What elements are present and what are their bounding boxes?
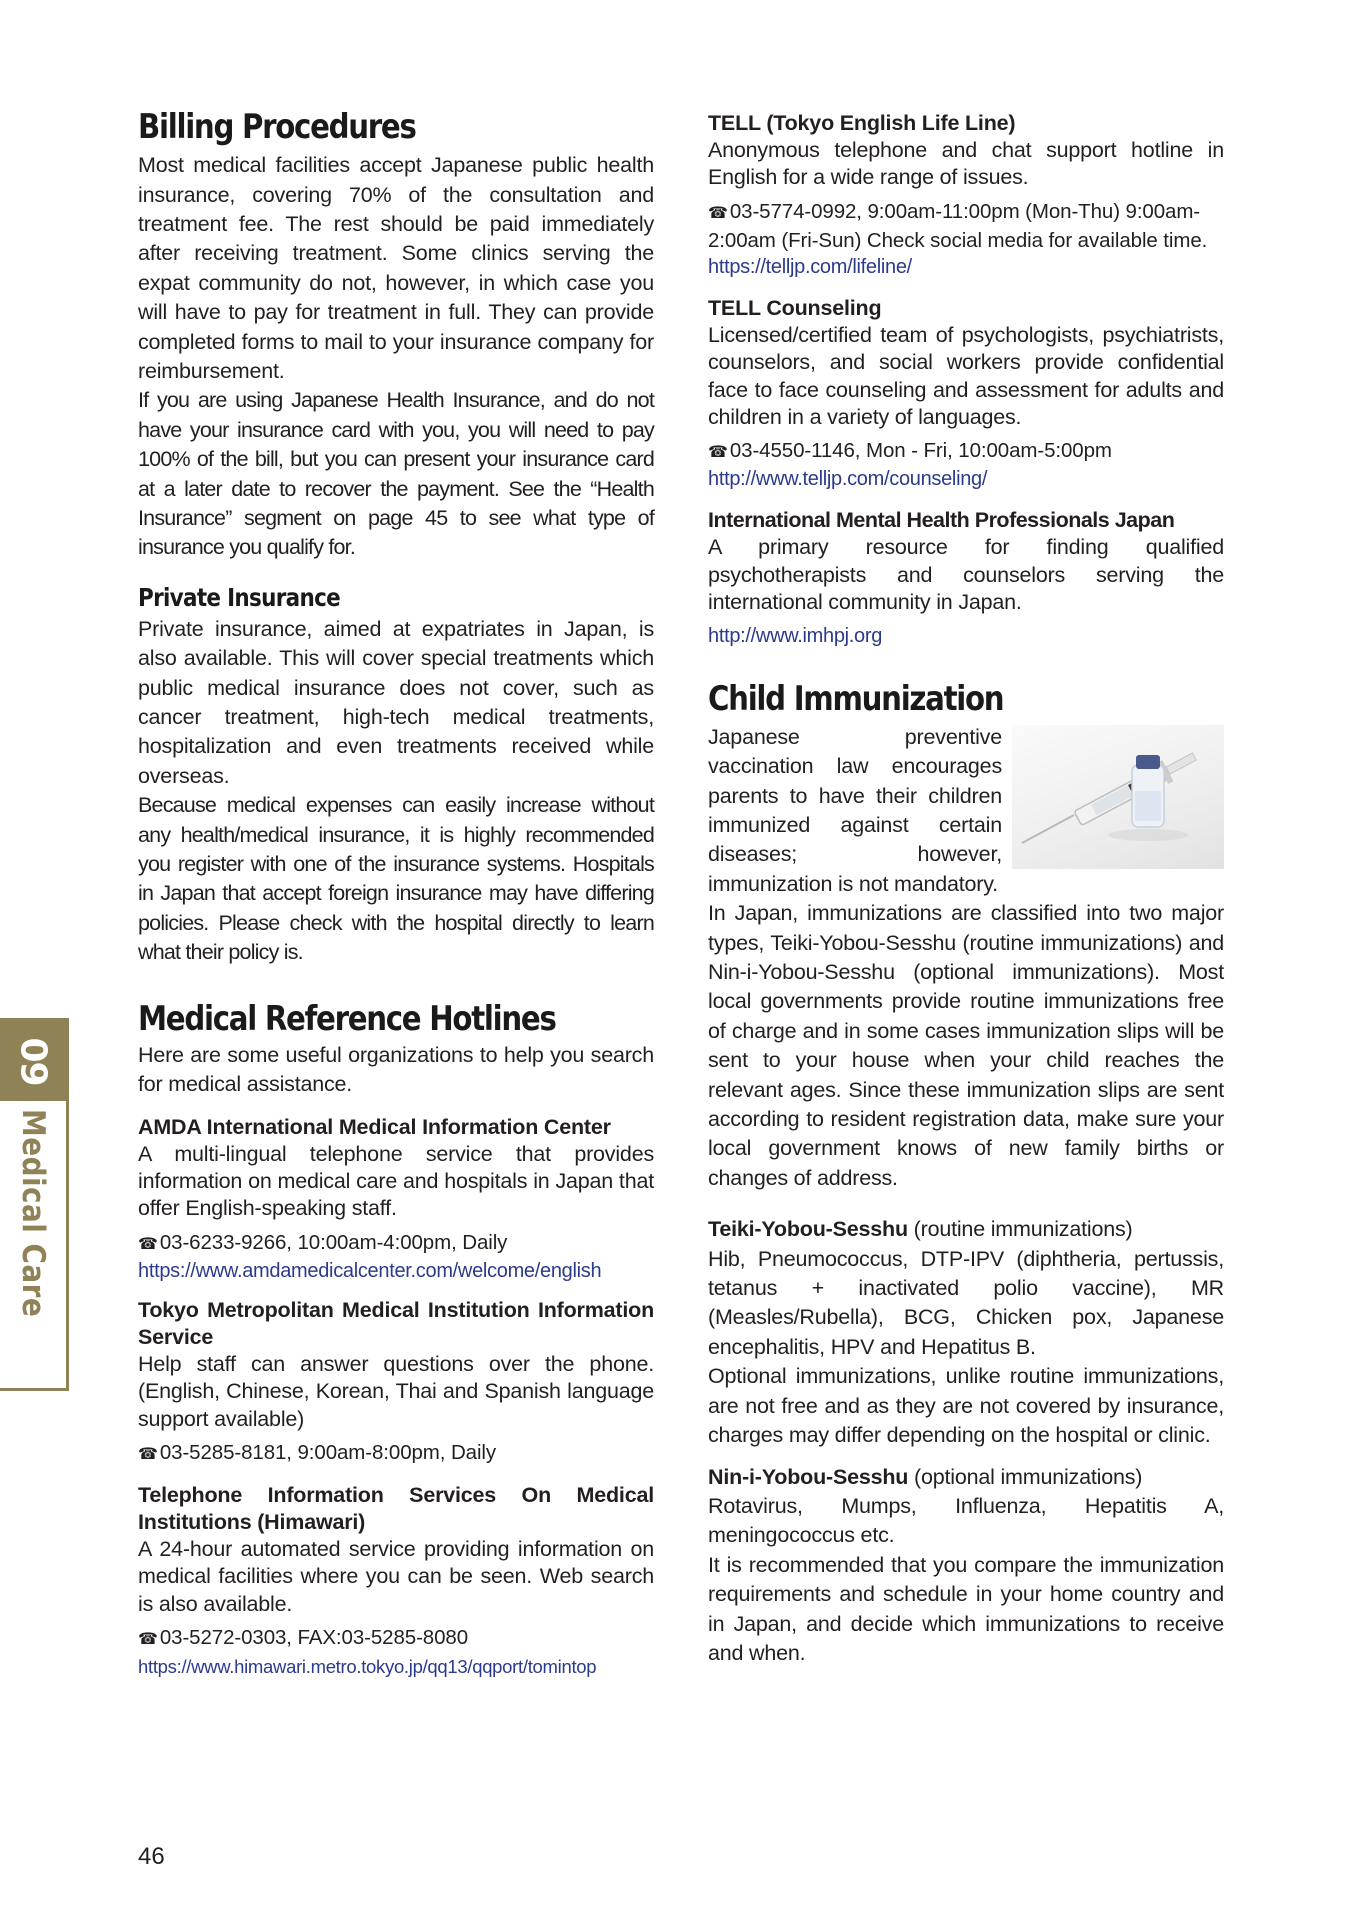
optional-list: Rotavirus, Mumps, Influenza, Hepatitis A, meningococcus etc.	[708, 1493, 1224, 1548]
entry-title: Tokyo Metropolitan Medical Institution Information Service	[138, 1297, 654, 1349]
private-paragraph-1: Private insurance, aimed at expatriates in Japan, is also available. This will cover special treatments which public medical insurance does not cover, such as cancer treatment, high-tech medical treatments, hospitalization and even treatments received while overseas.	[138, 616, 654, 788]
chapter-side-tab	[0, 1018, 69, 1391]
hotlines-intro: Here are some useful organizations to help you search for medical assistance.	[138, 1042, 654, 1097]
page-number: 46	[138, 1843, 165, 1870]
immunization-paragraph-1: Japanese preventive vaccination law encourages parents to have their children immunized against certain diseases; however, immunization is not mandatory.	[708, 724, 1002, 896]
private-insurance-title: Private Insurance	[138, 582, 341, 612]
routine-note: (routine immunizations)	[907, 1217, 1133, 1242]
routine-immunizations	[708, 1215, 1224, 1244]
entry-title: TELL Counseling	[708, 295, 882, 320]
phone-icon: ☎	[138, 1446, 158, 1463]
optional-note: (optional immunizations)	[908, 1464, 1143, 1489]
entry-link[interactable]: https://www.himawari.metro.tokyo.jp/qq13/qqport/tomintop	[138, 1656, 597, 1678]
optional-immunizations	[708, 1463, 1224, 1492]
entry-text: Help staff can answer questions over the phone. (English, Chinese, Korean, Thai and Spanish language support available)	[138, 1351, 654, 1431]
optional-term: Nin-i-Yobou-Sesshu	[708, 1464, 909, 1489]
phone-icon: ☎	[708, 204, 728, 222]
entry-link[interactable]: https://telljp.com/lifeline/	[708, 255, 912, 278]
entry-link[interactable]: https://www.amdamedicalcenter.com/welcome/english	[138, 1259, 602, 1282]
immunization-intro	[708, 723, 1224, 899]
optional-paragraph-2: It is recommended that you compare the immunization requirements and schedule in your home country and in Japan, and decide which immunizations to receive and when.	[708, 1552, 1224, 1665]
entry-phone: 03-6233-9266, 10:00am-4:00pm, Daily	[159, 1230, 508, 1254]
entry-title: TELL (Tokyo English Life Line)	[708, 111, 1016, 135]
syringe-vial-image	[1012, 725, 1224, 869]
entry-text: Licensed/certified team of psychologists, psychiatrists, counselors, and social workers provide confidential face to face counseling and assessment for adults and children in a variety of languages.	[708, 322, 1224, 430]
entry-text: A multi-lingual telephone service that provides information on medical care and hospitals in Japan that offer English-speaking staff.	[138, 1141, 654, 1221]
immunization-title: Child Immunization	[708, 678, 1004, 719]
entry-contact	[138, 1624, 654, 1653]
entry-contact	[138, 1439, 654, 1468]
billing-paragraph-2: If you are using Japanese Health Insurance, and do not have your insurance card with you, you will need to pay 100% of the bill, but you can present your insurance card at a later date to recover the payment. See the “Health Insurance” segment on page 45 to see what type of insurance you qualify for.	[138, 388, 654, 560]
private-paragraph-2: Because medical expenses can easily increase without any health/medical insurance, it is highly recommended you register with one of the insurance systems. Hospitals in Japan that accept foreign insurance may have differing policies. Please check with the hospital directly to learn what their policy is.	[138, 793, 654, 965]
billing-title: Billing Procedures	[138, 107, 416, 147]
entry-link[interactable]: http://www.telljp.com/counseling/	[708, 468, 988, 491]
entry-title: AMDA International Medical Information Center	[138, 1114, 611, 1139]
entry-phone: 03-4550-1146, Mon - Fri, 10:00am-5:00pm	[729, 439, 1112, 463]
entry-title: International Mental Health Professionals Japan	[708, 508, 1175, 533]
billing-paragraph-1: Most medical facilities accept Japanese public health insurance, covering 70% of the consultation and treatment fee. The rest should be paid immediately after receiving treatment. Some clinics serving the expat community do not, however, in which case you will have to pay for treatment in full. They can provide completed forms to mail to your insurance company for reimbursement.	[138, 153, 654, 383]
chapter-label: Medical Care	[15, 1109, 51, 1318]
entry-phone: 03-5285-8181, 9:00am-8:00pm, Daily	[159, 1441, 497, 1464]
phone-icon: ☎	[708, 444, 728, 462]
chapter-number-box	[0, 1021, 66, 1101]
entry-contact	[708, 437, 1224, 466]
entry-contact	[708, 198, 1224, 254]
hotlines-title: Medical Reference Hotlines	[138, 998, 556, 1039]
routine-paragraph-2: Optional immunizations, unlike routine immunizations, are not free and as they are not covered by insurance, charges may differ depending on the hospital or clinic.	[708, 1364, 1224, 1448]
entry-contact	[138, 1229, 654, 1258]
syringe-icon	[1012, 725, 1224, 869]
hotline-entry-tokyo-metro	[138, 1297, 654, 1468]
routine-term: Teiki-Yobou-Sesshu	[708, 1217, 908, 1242]
phone-icon: ☎	[138, 1235, 158, 1253]
immunization-paragraph-2: In Japan, immunizations are classified into two major types, Teiki-Yobou-Sesshu (routine immunizations) and Nin-i-Yobou-Sesshu (optional immunizations). Most local governments provide routine immunizations free of charge and in some cases immunization slips will be sent to your house when your child reaches the relevant ages. Since these immunization slips are sent according to resident registration data, make sure your local government knows of new family births or changes of address.	[708, 901, 1224, 1190]
hotline-entry-imhpj	[708, 507, 1224, 649]
entry-text: A 24-hour automated service providing information on medical facilities where you can be seen. Web search is also available.	[138, 1537, 654, 1616]
right-column	[708, 110, 1224, 1668]
routine-list: Hib, Pneumococcus, DTP-IPV (diphtheria, pertussis, tetanus + inactivated polio vaccine), MR (Measles/Rubella), BCG, Chicken pox, Japanese encephalitis, HPV and Hepatitus B.	[708, 1246, 1224, 1359]
hotline-entry-amda	[138, 1114, 654, 1285]
entry-phone: 03-5272-0303, FAX:03-5285-8080	[159, 1626, 468, 1650]
entry-text: A primary resource for finding qualified psychotherapists and counselors serving the international community in Japan.	[708, 535, 1224, 615]
entry-phone: 03-5774-0992, 9:00am-11:00pm (Mon-Thu) 9:00am-2:00am (Fri-Sun) Check social media for available time.	[708, 199, 1208, 252]
hotline-entry-himawari	[138, 1482, 654, 1680]
chapter-number: 09	[12, 1036, 54, 1086]
hotline-entry-tell-counseling	[708, 295, 1224, 494]
left-column	[138, 108, 654, 1680]
phone-icon: ☎	[138, 1631, 158, 1649]
chapter-label-box	[0, 1109, 66, 1389]
hotline-entry-tell	[708, 110, 1224, 281]
entry-text: Anonymous telephone and chat support hotline in English for a wide range of issues.	[708, 138, 1224, 190]
entry-link[interactable]: http://www.imhpj.org	[708, 624, 883, 647]
entry-title: Telephone Information Services On Medical Institutions (Himawari)	[138, 1483, 654, 1534]
